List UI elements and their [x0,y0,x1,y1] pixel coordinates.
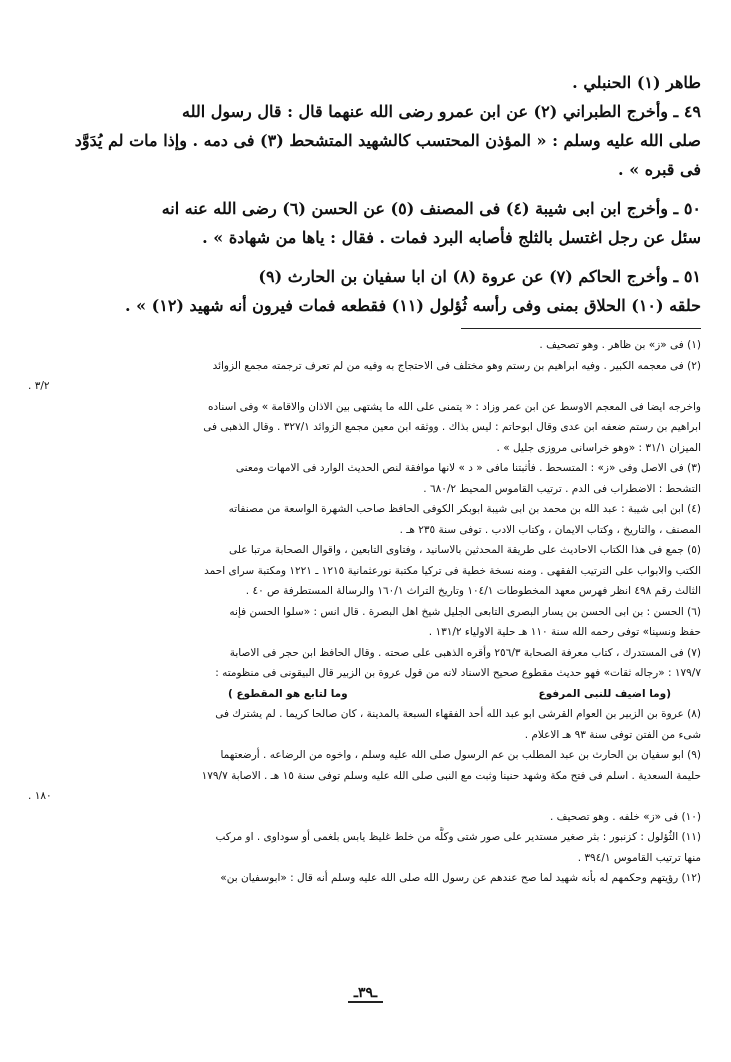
main-text [28,68,701,320]
footnote-line: (٥) جمع فى هذا الكتاب الاحاديث على طريقة المحدثين بالاسانيد ، وفتاوى التابعين ، واقوال الصحابة مرتبا على [228,544,701,556]
main-line: ٥١ ـ وأخرج الحاكم (٧) عن عروة (٨) ان ابا سفيان بن الحارث (٩) [258,267,701,286]
footnote-line: المصنف ، والتاريخ ، وكتاب الايمان ، وكتاب الادب . توفى سنة ٢٣٥ هـ . [399,523,701,536]
footnote-line: ١٧٩/٧ : «رجاله ثقات» فهو حديث مقطوع صحيح الاسناد لانه من قول عروة بن الزبير قال البيقونى فى منظومته : [215,667,701,679]
footnote-line: ١٨٠ . [28,790,52,802]
main-line: ٥٠ ـ وأخرج ابن ابى شيبة (٤) فى المصنف (٥) عن الحسن (٦) رضى الله عنه انه [161,199,701,218]
footnote-line: واخرجه ايضا فى المعجم الاوسط عن ابن عمر وزاد : « يتمنى على الله ما يشتهى بين الاذان والاقامة » وفى اسناده [207,400,701,413]
main-line: فى قبره » . [618,160,701,179]
verse-hemistich: (وما اضيف للنبى المرفوع [538,687,671,700]
footnote-separator [461,328,701,329]
footnote-line: التشحط : الاضطراب فى الدم . ترتيب القاموس المحيط ٦٨٠/٢ . [423,482,701,495]
verse-hemistich: وما لتابع هو المقطوع ) [228,687,348,700]
footnote-line: (١١) الثُؤلول : كزنبور : بثر صغير مستدير على صور شتى وكلُّه من خلط غليظ يابس بلغمى أو سوداوى . او مركب [215,831,701,843]
main-line: طاهر (١) الحنبلي . [572,73,701,92]
footnote-line: حليمة السعدية . اسلم فى فتح مكة وشهد حنينا وثبت مع النبى صلى الله عليه وسلم توفى سنة ١٥ هـ . الاصابة ١٧٩/٧ [201,769,701,782]
footnote-line: (٣) فى الاصل وفى «ز» : المتسحط . فأثبتنا مافى « د » لانها موافقة لنص الحديث الوارد فى الامهات ومعنى [235,462,701,474]
main-line: سئل عن رجل اغتسل بالثلج فأصابه البرد فمات . فقال : ياها من شهادة » . [202,228,701,247]
footnote-line: الميزان ٣١/١ : «وهو خراسانى مروزى جليل » . [496,441,701,454]
footnote-line: (١) فى «ز» بن ظاهر . وهو تصحيف . [539,339,701,351]
footnote-line: شىء من الفتن توفى سنة ٩٣ هـ الاعلام . [524,728,701,741]
footnote-line: حفظ ونسينا» توفى رحمه الله سنة ١١٠ هـ حلية الاولياء ١٣١/٢ . [428,626,701,638]
footnote-line: (١٠) فى «ز» خلفه . وهو تصحيف . [550,810,701,823]
main-line: ٤٩ ـ وأخرج الطبراني (٢) عن ابن عمرو رضى الله عنهما قال : قال رسول الله [181,102,701,121]
footnote-line: (٦) الحسن : بن ابى الحسن بن يسار البصرى التابعى الجليل شيخ اهل البصرة . قال انس : «سلوا الحسن فإنه [229,605,701,618]
footnote-line: (٧) فى المستدرك ، كتاب معرفة الصحابة ٢٥٦/٣ وأقره الذهبى على صحته . وقال الحافظ ابن حجر فى الاصابة [229,646,701,659]
footnote-line: (٤) ابن ابى شيبة : عبد الله بن محمد بن ابى شيبة ابوبكر الكوفى الحافظ صاحب الشهرة الواسعة من مصنفاته [228,503,701,515]
footnote-line: (١٢) رؤيتهم وحكمهم له بأنه شهيد لما صح عندهم عن رسول الله صلى الله عليه وسلم أنه قال : «ابوسفيان بن» [220,872,701,884]
footnote-line: (٩) ابو سفيان بن الحارث بن عبد المطلب بن عم الرسول صلى الله عليه وسلم ، واخوه من الرضاعه . أرضعتهما [220,749,701,761]
main-line: صلى الله عليه وسلم : « المؤذن المحتسب كالشهيد المتشحط (٣) فى دمه . وإذا مات لم يُدَوَّد [74,131,701,150]
footnotes [28,335,701,889]
footnote-line: (٨) عروة بن الزبير بن العوام القرشى ابو عبد الله أحد الفقهاء السبعة بالمدينة ، كان صالحا كريما . لم يشترك فى [215,708,701,720]
main-line: حلقه (١٠) الحلاق بمنى وفى رأسه ثُؤلول (١١) فقطعه فمات فيرون أنه شهيد (١٢) » . [124,296,701,315]
page-number: ـ٣٩ـ [0,985,731,1001]
verse-line [28,684,701,705]
footnote-line: ٣/٢ . [28,380,50,392]
footnote-line: ابراهيم بن رستم ضعفه ابن عدى وقال ابوحاتم : ليس بذاك . ووثقه ابن معين مجمع الزوائد ٣٢٧/١ . وقال الذهبى فى [203,421,701,433]
footnote-line: (٢) فى معجمه الكبير . وفيه ابراهيم بن رستم وهو مختلف فى الاحتجاج به وفيه من لم تعرف ترجمته مجمع الزوائد [212,359,701,372]
footnote-line: الثالث رقم ٤٩٨ انظر فهرس معهد المخطوطات ١٠٤/١ وتاريخ التراث ١٦٠/١ والرسالة المستطرفة ص ٤٠ . [245,585,701,597]
footnote-line: الكتب والابواب على الترتيب الفقهى . ومنه نسخة خطية فى تركيا مكتبة نورعثمانية ١٢١٥ ـ ١٢٢١ ومكتبة سراى احمد [204,564,701,577]
footnote-line: منها ترتيب القاموس ٣٩٤/١ . [577,851,701,864]
